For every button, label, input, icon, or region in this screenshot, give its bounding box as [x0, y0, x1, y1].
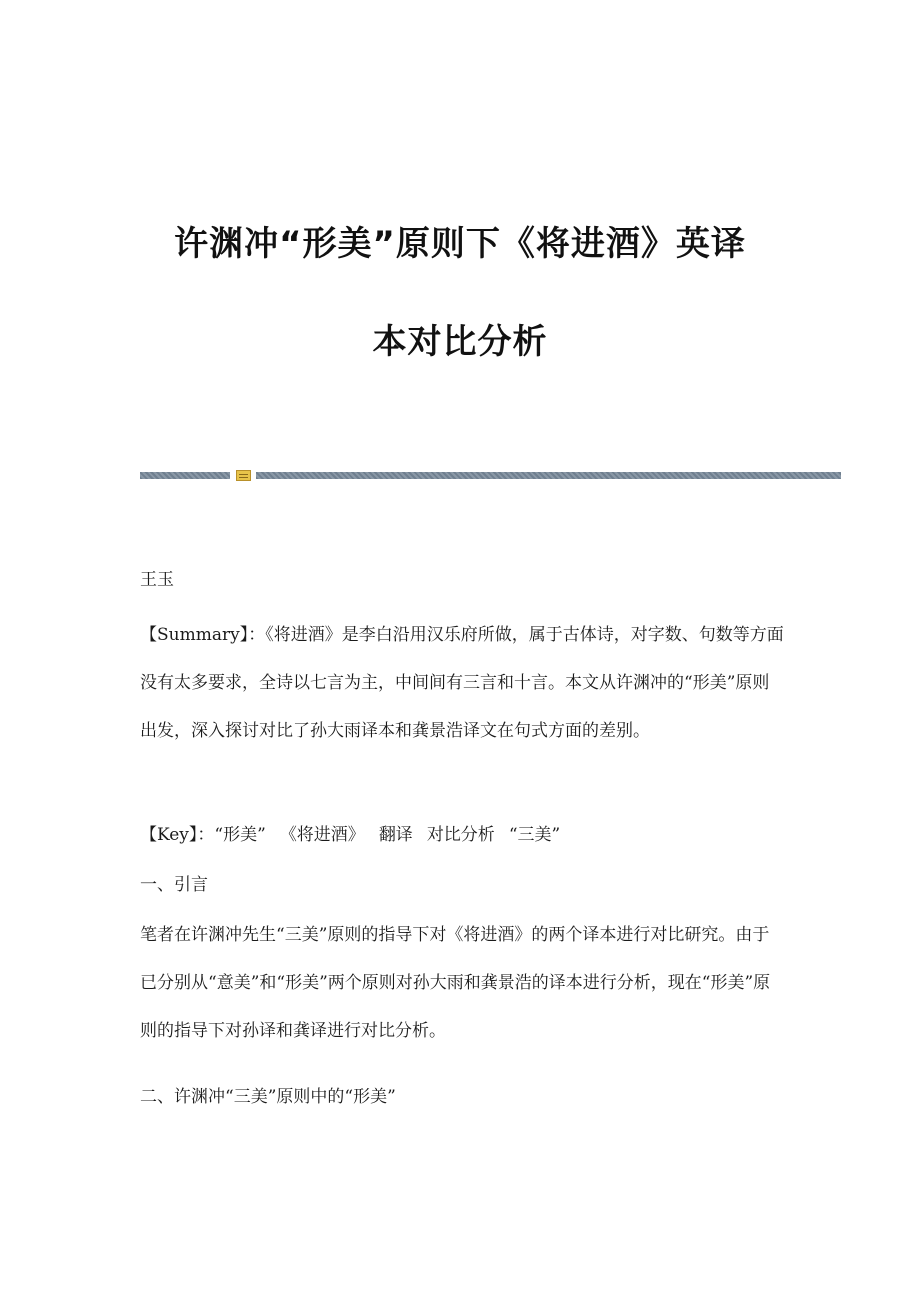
section-heading-introduction: 一、引言	[140, 875, 208, 895]
divider-bar-right	[256, 472, 841, 479]
decorative-divider	[140, 470, 841, 482]
summary-label: 【Summary】：	[140, 625, 266, 645]
keyword-item: “三美”	[508, 825, 561, 845]
summary-paragraph	[140, 611, 785, 755]
keyword-item: 翻译	[378, 825, 413, 845]
section-body-introduction: 笔者在许渊冲先生“三美”原则的指导下对《将进酒》的两个译本进行对比研究。由于已分别从“意美”和“形美”两个原则对孙大雨和龚景浩的译本进行分析，现在“形美”原则的指导下对孙译和龚译进行对比分析。	[140, 925, 771, 1041]
document-title-line-1: 许渊冲“形美”原则下《将进酒》英译	[174, 224, 746, 264]
summary-text: 《将进酒》是李白沿用汉乐府所做，属于古体诗，对字数、句数等方面没有太多要求，全诗以七言为主，中间间有三言和十言。本文从许渊冲的“形美”原则出发，深入探讨对比了孙大雨译本和龚景浩译文在句式方面的差别。	[140, 625, 784, 741]
keyword-item: 《将进酒》	[279, 825, 365, 845]
divider-bar-left	[140, 472, 230, 479]
author-name: 王玉	[140, 570, 174, 590]
document-title-line-2: 本对比分析	[372, 322, 548, 362]
keyword-item: 对比分析	[426, 825, 495, 845]
keyword-item: “形美”	[214, 825, 266, 845]
envelope-ornament-icon	[236, 470, 251, 481]
keywords-label: 【Key】：	[140, 825, 215, 845]
keywords-line	[140, 811, 785, 859]
section-heading-form-beauty: 二、许渊冲“三美”原则中的“形美”	[140, 1087, 396, 1107]
